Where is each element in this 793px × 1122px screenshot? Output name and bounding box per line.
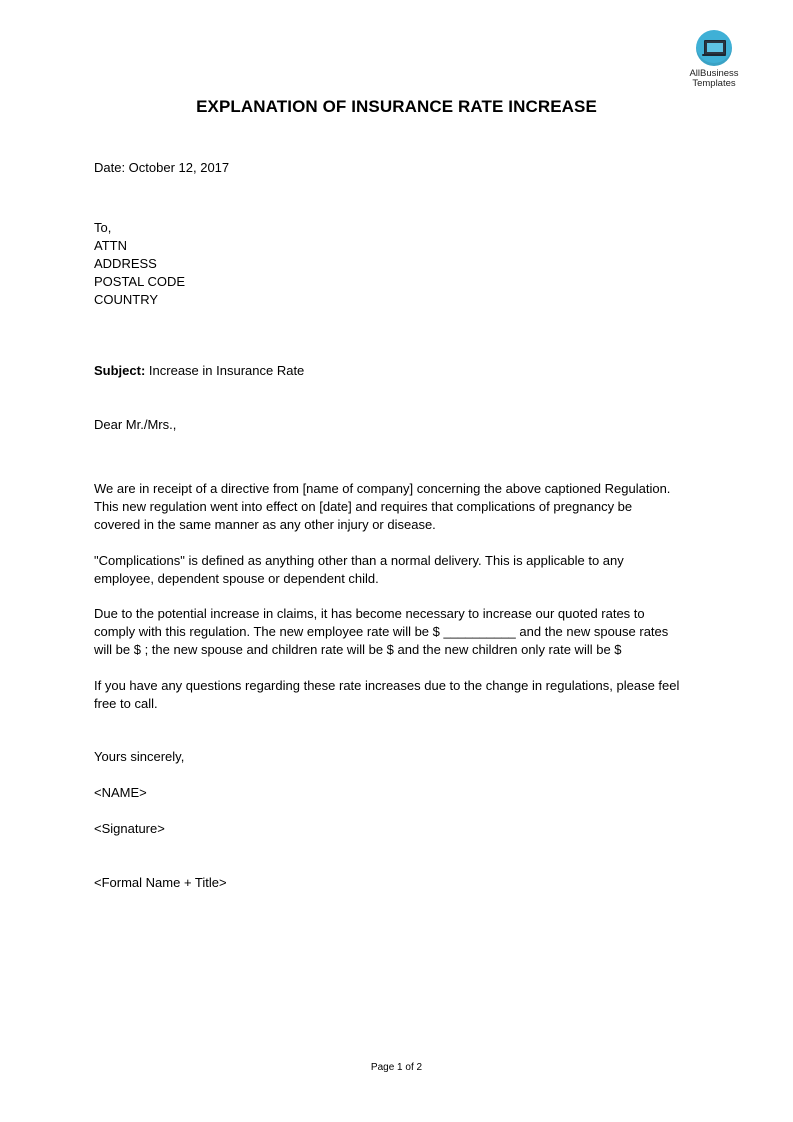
paragraph-2-line: employee, dependent spouse or dependent child.	[94, 571, 379, 586]
paragraph-4-line: free to call.	[94, 696, 158, 711]
paragraph-3-line: will be $ ; the new spouse and children rate will be $ and the new children only rate will be $	[94, 642, 622, 657]
salutation: Dear Mr./Mrs.,	[94, 417, 177, 432]
closing: Yours sincerely,	[94, 749, 185, 764]
paragraph-4-line: If you have any questions regarding these rate increases due to the change in regulations, please feel	[94, 678, 680, 693]
laptop-icon	[696, 30, 732, 66]
address-line: ADDRESS	[94, 256, 157, 271]
address-to: To,	[94, 220, 112, 235]
logo-line-2: Templates	[692, 78, 736, 89]
paragraph-1-line: covered in the same manner as any other injury or disease.	[94, 517, 436, 532]
address-country: COUNTRY	[94, 292, 159, 307]
name-placeholder: <NAME>	[94, 785, 147, 800]
formal-name-placeholder: <Formal Name + Title>	[94, 875, 227, 890]
subject-line	[94, 362, 304, 380]
paragraph-1	[94, 480, 704, 534]
paragraph-3-line: Due to the potential increase in claims, it has become necessary to increase our quoted rates to	[94, 606, 645, 621]
paragraph-2-line: "Complications" is defined as anything other than a normal delivery. This is applicable to any	[94, 553, 624, 568]
subject-text: Increase in Insurance Rate	[148, 363, 305, 378]
paragraph-4	[94, 677, 704, 713]
subject-label: Subject:	[94, 363, 146, 378]
logo-line-1: AllBusiness	[689, 68, 739, 79]
date-line: Date: October 12, 2017	[94, 160, 230, 175]
page-number: Page 1 of 2	[370, 1062, 423, 1073]
paragraph-2	[94, 552, 704, 588]
signature-placeholder: <Signature>	[94, 821, 165, 836]
address-attn: ATTN	[94, 238, 127, 253]
allbusiness-templates-logo	[680, 30, 748, 89]
address-postal-code: POSTAL CODE	[94, 274, 186, 289]
logo-text	[680, 69, 748, 89]
paragraph-3-line: comply with this regulation. The new employee rate will be $ __________ and the new spouse rates	[94, 624, 669, 639]
paragraph-1-line: We are in receipt of a directive from [name of company] concerning the above captioned Regulation.	[94, 481, 671, 496]
document-title: EXPLANATION OF INSURANCE RATE INCREASE	[196, 97, 597, 116]
paragraph-3	[94, 605, 704, 659]
paragraph-1-line: This new regulation went into effect on [date] and requires that complications of pregnancy be	[94, 499, 633, 514]
